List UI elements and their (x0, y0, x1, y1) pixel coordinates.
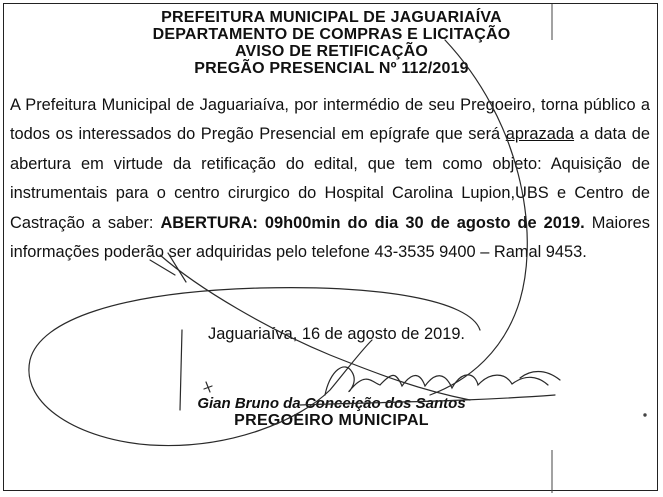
body-opening-date: ABERTURA: 09h00min do dia 30 de agosto de 2019. (160, 213, 585, 232)
date-line: Jaguariaíva, 16 de agosto de 2019. (208, 325, 465, 343)
signature-cross-stroke (150, 253, 186, 282)
stray-dot (644, 414, 646, 416)
body-part-3: Maiores informações poderão ser adquiridas pelo telefone 43-3535 9400 – Ramal 9453. (10, 213, 650, 262)
signature-arc-stroke (430, 40, 527, 395)
body-part-1: A Prefeitura Municipal de Jaguariaíva, por intermédio de seu Pregoeiro, torna público a todos os interessados do Pregão Presencial em epígrafe que será (10, 96, 650, 144)
signatory-role: PREGOEIRO MUNICIPAL (234, 412, 429, 429)
signature-loop-stroke (29, 288, 480, 446)
header-prefeitura: PREFEITURA MUNICIPAL DE JAGUARIAÍVA (161, 9, 502, 26)
signature-diagonal-stroke (160, 255, 470, 400)
signature-underline-stroke (300, 395, 555, 405)
header-aviso: AVISO DE RETIFICAÇÃO (234, 43, 429, 60)
signatory-name-text: Gian Bruno da Conceição dos Santos (197, 395, 466, 412)
signature-mark-stroke (204, 382, 212, 392)
signature-hook-stroke (520, 372, 560, 381)
header-pregao: PREGÃO PRESENCIAL Nº 112/2019 (194, 60, 469, 77)
signature-cursive-stroke (325, 367, 548, 395)
signature-vertical-stroke (180, 330, 182, 410)
body-part-2: a data de abertura em virtude da retificação do edital, que tem como objeto: Aquisição de instrumentais para o centro cirurgico do Hospital Carolina Lupion,UBS e Centro de Castração a saber: (10, 125, 650, 232)
header-departamento: DEPARTAMENTO DE COMPRAS E LICITAÇÃO (152, 26, 511, 43)
body-underlined-word: aprazada (505, 125, 575, 144)
